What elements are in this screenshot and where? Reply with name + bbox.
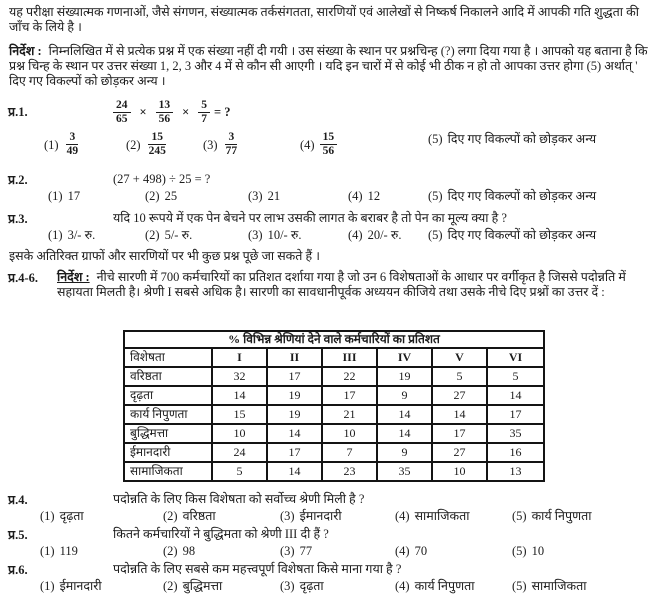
option-text: वरिष्ठता [182,509,216,523]
cell: 17 [432,424,487,443]
table-row [124,424,544,443]
option-text: 17 [67,189,81,203]
option-4 [348,188,380,204]
question-3 [5,211,658,244]
option-label: (2) [145,228,160,242]
question-1-number: प्र.1. [8,105,28,119]
option-label: (5) [428,189,443,203]
option-4 [395,578,474,594]
denominator: 77 [225,145,238,157]
option-text: ईमानदारी [299,509,342,523]
question-4-number: प्र.4. [8,493,28,507]
cell: 17 [267,367,322,386]
option-3 [280,508,342,524]
option-label: (3) [248,228,263,242]
option-4 [395,543,427,559]
option-text: 3/- रु. [67,228,96,242]
option-label: (4) [300,137,315,152]
fraction [113,99,131,126]
option-label: (3) [280,579,295,593]
equals-question-mark: = ? [214,105,231,119]
data-table [123,330,545,482]
table-header-col: V [432,348,487,367]
option-label: (5) [512,579,527,593]
numerator: 15 [148,131,166,145]
numerator: 5 [198,99,210,113]
option-2 [145,227,192,243]
numerator: 3 [225,131,237,145]
option-text: दृढ़ता [299,579,324,593]
directions-paragraph [9,44,656,89]
option-5 [428,188,596,204]
question-5-options [5,543,658,560]
cell: 27 [432,443,487,462]
table-title-row [124,331,544,348]
option-1 [48,227,95,243]
option-text: दृढ़ता [59,509,84,523]
table-header-col: VI [487,348,544,367]
cell: 13 [487,462,544,481]
question-1-options [5,129,658,166]
fraction [223,131,241,158]
numerator: 3 [66,131,78,145]
option-5 [512,578,586,594]
directions-label: निर्देश : [9,44,42,58]
option-text: कार्य निपुणता [414,579,475,593]
fraction [64,131,82,158]
option-text: 20/- रु. [367,228,402,242]
denominator: 56 [322,145,335,157]
table-header-col: IV [377,348,432,367]
denominator: 49 [66,145,79,157]
question-2-text: (27 + 498) ÷ 25 = ? [113,172,211,186]
multiply-operator: × [182,105,190,119]
option-5 [428,131,596,147]
cell: 14 [432,405,487,424]
option-label: (4) [348,189,363,203]
option-2 [163,543,195,559]
row-label: बुद्धिमत्ता [124,424,212,443]
question-3-options [5,227,658,244]
option-4 [395,508,469,524]
additional-note: इसके अतिरिक्त ग्राफों और सारणियों पर भी कुछ प्रश्न पूछे जा सकते हैं । [9,249,321,263]
table-header-attribute: विशेषता [124,348,212,367]
option-text: दिए गए विकल्पों को छोड़कर अन्य [447,228,597,242]
cell: 15 [212,405,267,424]
cell: 35 [487,424,544,443]
option-text: 98 [182,544,196,558]
table-row [124,443,544,462]
option-text: ईमानदारी [59,579,102,593]
table-title: % विभिन्न श्रेणियां देने वाले कर्मचारियों का प्रतिशत [124,331,544,348]
cell: 9 [377,386,432,405]
intro-paragraph: यह परीक्षा संख्यात्मक गणनाओं, जैसे संगणन, संख्यात्मक तर्कसंगतता, सारणियों एवं आलेखों से निष्कर्ष निकालने आदि में आपकी गति शुद्धता की जाँच के लिये है । [9,5,639,34]
question-5-text: कितने कर्मचारियों ने बुद्धिमता को श्रेणी III दी हैं ? [113,527,329,541]
question-6-text: पदोन्नति के लिए सबसे कम महत्त्वपूर्ण विशेषता किसे माना गया है ? [113,562,402,576]
option-label: (3) [203,137,218,152]
option-label: (1) [44,137,59,152]
cell: 14 [212,386,267,405]
option-label: (5) [428,132,443,146]
option-text: 21 [267,189,281,203]
option-label: (4) [395,579,410,593]
option-text: 12 [367,189,381,203]
option-text: 5/- रु. [164,228,193,242]
option-4 [300,131,337,158]
cell: 19 [267,405,322,424]
questions-4-6-number: प्र.4-6. [8,271,39,285]
option-1 [44,131,81,158]
question-2-options [5,188,658,205]
option-label: (2) [126,137,141,152]
cell: 22 [322,367,377,386]
fraction [198,99,210,126]
option-text: 77 [299,544,313,558]
cell: 9 [377,443,432,462]
option-2 [163,508,216,524]
directions-text: नीचे सारणी में 700 कर्मचारियों का प्रतिशत दर्शाया गया है जो उन 6 विशेषताओं के आधार पर वर्गीकृत है जिससे पदोन्नति में सहायता मिलती है। श्रेणी I सबसे अधिक है। सारणी का सावधानीपूर्वक अध्ययन कीजिये तथा उसके नीचे दिए प्रश्नों का उत्तर दें : [57,270,626,299]
option-3 [203,131,240,158]
option-1 [48,188,80,204]
cell: 17 [267,443,322,462]
cell: 19 [377,367,432,386]
questions-4-6-directions [5,270,658,300]
option-text: बुद्धिमत्ता [182,579,223,593]
option-3 [280,578,324,594]
option-text: कार्य निपुणता [531,509,592,523]
option-label: (1) [40,544,55,558]
cell: 14 [487,386,544,405]
option-1 [40,508,84,524]
option-label: (2) [163,544,178,558]
option-text: 10/- रु. [267,228,302,242]
table-header-col: II [267,348,322,367]
question-6 [5,562,658,595]
table-row [124,367,544,386]
multiply-operator: × [139,105,147,119]
cell: 14 [377,405,432,424]
option-label: (5) [428,228,443,242]
option-text: दिए गए विकल्पों को छोड़कर अन्य [447,132,597,146]
cell: 10 [212,424,267,443]
question-1-expression [113,99,231,126]
option-2 [126,131,169,158]
option-label: (1) [48,228,63,242]
cell: 5 [432,367,487,386]
table-header-col: III [322,348,377,367]
option-label: (3) [248,189,263,203]
question-2 [5,172,658,205]
table-header-row [124,348,544,367]
row-label: कार्य निपुणता [124,405,212,424]
option-label: (1) [48,189,63,203]
cell: 5 [212,462,267,481]
numerator: 24 [113,99,131,113]
question-6-options [5,578,658,595]
table-row [124,386,544,405]
option-label: (1) [40,579,55,593]
row-label: वरिष्ठता [124,367,212,386]
option-label: (2) [163,579,178,593]
cell: 17 [322,386,377,405]
denominator: 65 [116,112,128,125]
cell: 7 [322,443,377,462]
cell: 16 [487,443,544,462]
option-label: (3) [280,544,295,558]
question-2-number: प्र.2. [8,173,28,187]
cell: 27 [432,386,487,405]
option-5 [512,543,544,559]
option-3 [248,188,280,204]
row-label: दृढ़ता [124,386,212,405]
cell: 10 [322,424,377,443]
cell: 23 [322,462,377,481]
option-text: दिए गए विकल्पों को छोड़कर अन्य [447,189,597,203]
cell: 24 [212,443,267,462]
cell: 14 [377,424,432,443]
option-text: 119 [59,544,78,558]
option-text: सामाजिकता [531,579,587,593]
question-6-number: प्र.6. [8,563,28,577]
option-label: (5) [512,544,527,558]
questions-4-6-directions-text [57,270,658,300]
option-label: (4) [395,509,410,523]
question-4 [5,492,658,525]
directions-label: निर्देश : [57,270,90,284]
cell: 35 [377,462,432,481]
cell: 14 [267,424,322,443]
directions-text: निम्नलिखित में से प्रत्येक प्रश्न में एक संख्या नहीं दी गयी । उस संख्या के स्थान पर प्रश्नचिन्ह (?) लगा दिया गया है । आपको यह बताना है कि प्रश्न चिन्ह के स्थान पर उत्तर संख्या 1, 2, 3 और 4 में से कौन सी आएगी । यदि इन चारों में से कोई भी ठीक न हो तो आपका उत्तर होगा (5) अर्थात् ' दिए गए विकल्पों को छोड़कर अन्य । [9,44,648,88]
option-label: (4) [395,544,410,558]
denominator: 56 [158,112,171,125]
question-3-text: यदि 10 रूपये में एक पेन बेचने पर लाभ उसकी लागत के बराबर है तो पेन का मूल्य क्या है ? [113,211,507,225]
fraction [320,131,338,158]
table-row [124,462,544,481]
cell: 19 [267,386,322,405]
option-2 [163,578,222,594]
option-label: (5) [512,509,527,523]
option-4 [348,227,401,243]
option-label: (2) [145,189,160,203]
denominator: 7 [201,112,207,125]
question-3-number: प्र.3. [8,212,28,226]
question-5 [5,527,658,560]
table-row [124,405,544,424]
cell: 32 [212,367,267,386]
option-5 [512,508,591,524]
fraction [146,131,169,158]
option-1 [40,543,78,559]
cell: 10 [432,462,487,481]
question-5-number: प्र.5. [8,528,28,542]
question-4-text: पदोन्नति के लिए किस विशेषता को सर्वोच्च श्रेणी मिली है ? [113,492,365,506]
cell: 21 [322,405,377,424]
table-header-col: I [212,348,267,367]
question-4-options [5,508,658,525]
row-label: सामाजिकता [124,462,212,481]
option-3 [248,227,301,243]
option-label: (4) [348,228,363,242]
option-text: सामाजिकता [414,509,470,523]
cell: 17 [487,405,544,424]
option-text: 70 [414,544,428,558]
numerator: 13 [156,99,174,113]
cell: 14 [267,462,322,481]
numerator: 15 [320,131,338,145]
row-label: ईमानदारी [124,443,212,462]
option-label: (1) [40,509,55,523]
option-3 [280,543,312,559]
option-2 [145,188,177,204]
option-label: (2) [163,509,178,523]
cell: 5 [487,367,544,386]
fraction [156,99,174,126]
denominator: 245 [148,145,166,157]
option-text: 25 [164,189,178,203]
option-label: (3) [280,509,295,523]
option-text: 10 [531,544,545,558]
option-1 [40,578,102,594]
question-1 [5,95,658,166]
option-5 [428,227,596,243]
